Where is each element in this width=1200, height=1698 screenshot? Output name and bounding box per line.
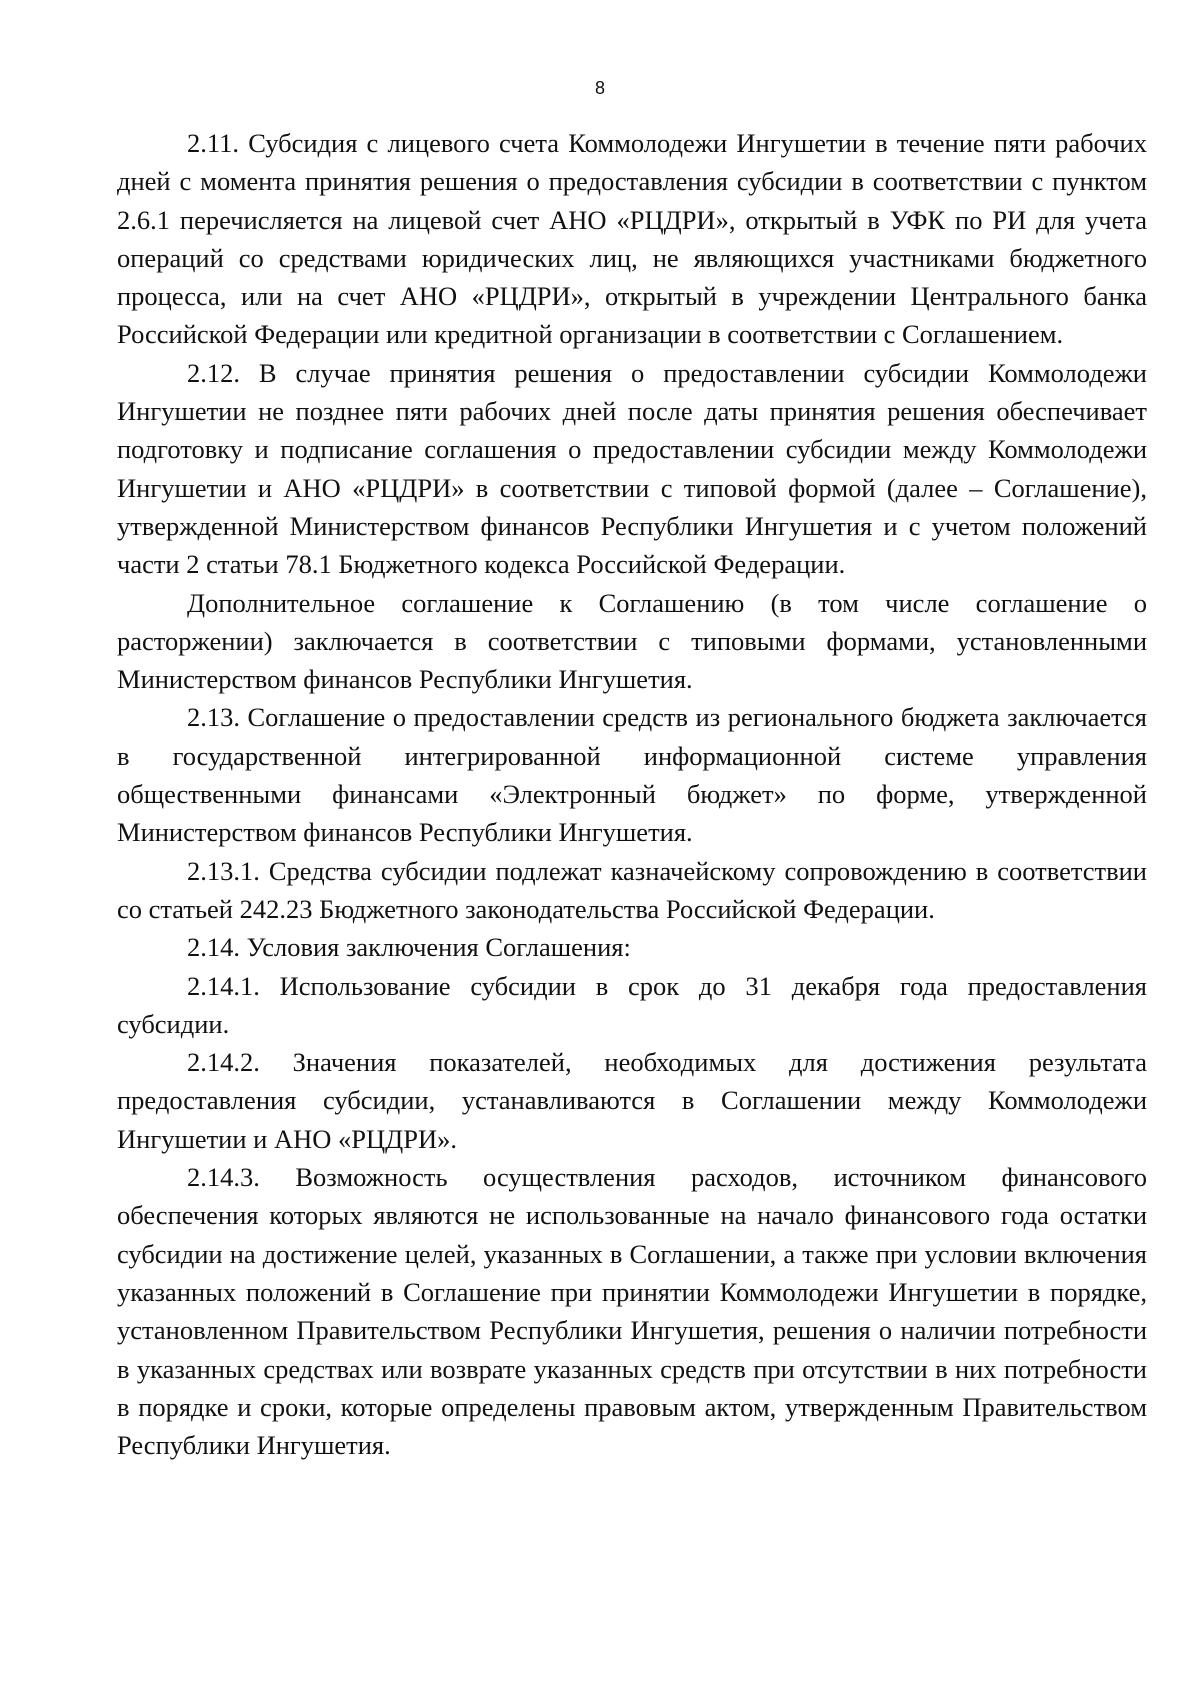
paragraph-2-11: 2.11. Субсидия с лицевого счета Коммолодежи Ингушетии в течение пяти рабочих дней с момента принятия решения о предоставления субсидии в соответствии с пунктом 2.6.1 перечисляется на лицевой счет АНО «РЦДРИ», открытый в УФК по РИ для учета операций со средствами юридических лиц, не являющихся участниками бюджетного процесса, или на счет АНО «РЦДРИ», открытый в учреждении Центрального банка Российской Федерации или кредитной организации в соответствии с Соглашением. (117, 128, 1147, 350)
paragraph-2-14-1: 2.14.1. Использование субсидии в срок до 31 декабря года предоставления субсидии. (117, 970, 1147, 1039)
paragraph-2-14-3: 2.14.3. Возможность осуществления расходов, источником финансового обеспечения которых являются не использованные на начало финансового года остатки субсидии на достижение целей, указанных в Соглашении, а также при условии включения указанных положений в Соглашение при принятии Коммолодежи Ингушетии в порядке, установленном Правительством Республики Ингушетия, решения о наличии потребности в указанных средствах или возврате указанных средств при отсутствии в них потребности в порядке и сроки, которые определены правовым актом, утвержденным Правительством Республики Ингушетия. (117, 1162, 1147, 1461)
document-body (117, 124, 1147, 1464)
paragraph-2-14-2: 2.14.2. Значения показателей, необходимых для достижения результата предоставления субсидии, устанавливаются в Соглашении между Коммолодежи Ингушетии и АНО «РЦДРИ». (117, 1047, 1147, 1154)
paragraph-2-12: 2.12. В случае принятия решения о предоставлении субсидии Коммолодежи Ингушетии не позднее пяти рабочих дней после даты принятия решения обеспечивает подготовку и подписание соглашения о предоставлении субсидии между Коммолодежи Ингушетии и АНО «РЦДРИ» в соответствии с типовой формой (далее – Соглашение), утвержденной Министерством финансов Республики Ингушетия и с учетом положений части 2 статьи 78.1 Бюджетного кодекса Российской Федерации. (117, 357, 1147, 580)
paragraph-additional-agreement: Дополнительное соглашение к Соглашению (в том числе соглашение о расторжении) заключается в соответствии с типовыми формами, установленными Министерством финансов Республики Ингушетия. (117, 587, 1147, 695)
paragraph-2-14: 2.14. Условия заключения Соглашения: (187, 932, 631, 963)
page-number: 8 (594, 78, 605, 98)
paragraph-2-13: 2.13. Соглашение о предоставлении средств из регионального бюджета заключается в государственной интегрированной информационной системе управления общественными финансами «Электронный бюджет» по форме, утвержденной Министерством финансов Республики Ингушетия. (117, 702, 1147, 848)
paragraph-2-13-1: 2.13.1. Средства субсидии подлежат казначейскому сопровождению в соответствии со статьей 242.23 Бюджетного законодательства Российской Федерации. (117, 855, 1147, 924)
